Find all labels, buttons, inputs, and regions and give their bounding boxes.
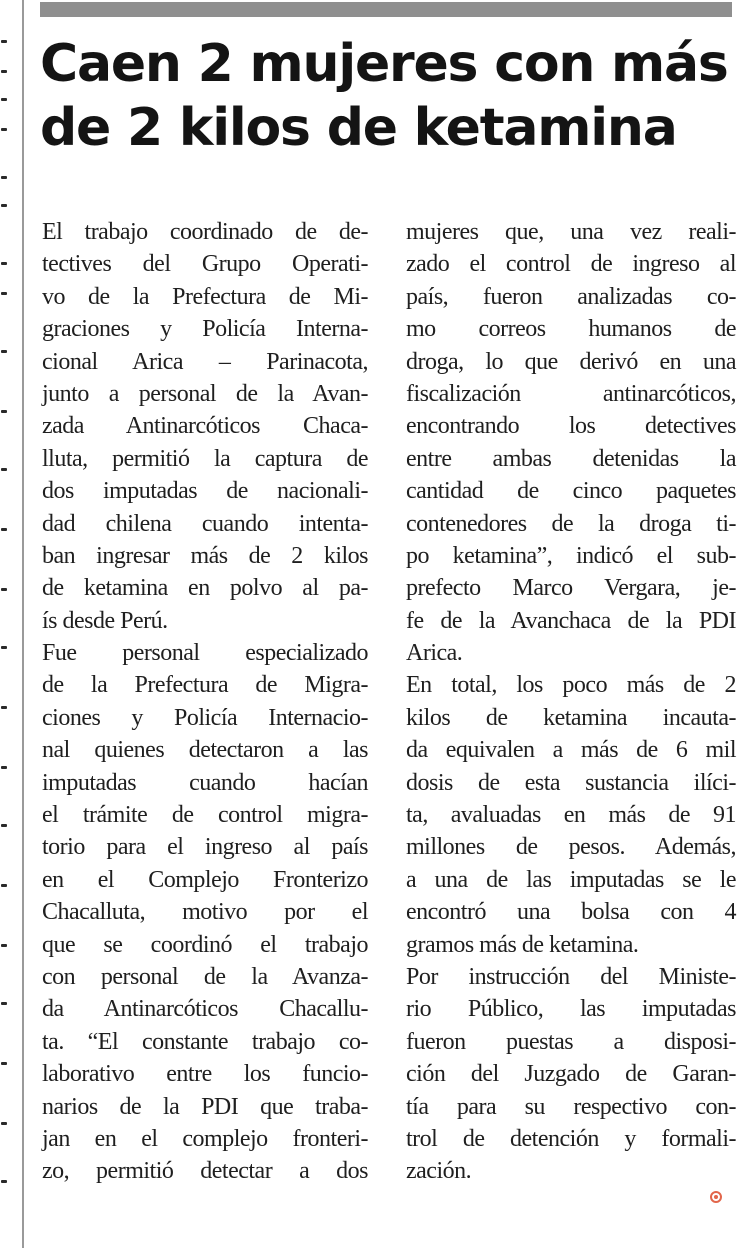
body-text-line: que se coordinó el trabajo [42,931,368,958]
text-fragment [1,1062,7,1065]
text-fragment [1,98,7,101]
body-text-line: kilos de ketamina incauta- [406,704,736,731]
body-text-line: da equivalen a más de 6 mil [406,737,736,764]
text-fragment [1,262,7,265]
body-text-line: a una de las imputadas se le [406,866,736,893]
body-text-line: país, fueron analizadas co- [406,283,736,310]
body-text-line: ción del Juzgado de Garan- [406,1061,736,1088]
body-text-line: zado el control de ingreso al [406,251,736,278]
body-text-line: fueron puestas a disposi- [406,1028,736,1055]
body-text-line: El trabajo coordinado de de- [42,219,368,245]
body-text-line: en el Complejo Fronterizo [42,866,368,893]
body-text-line: Fue personal especializado [42,640,368,667]
body-text-line: cantidad de cinco paquetes [406,478,736,505]
column-rule [22,0,24,1248]
body-text-line: cional Arica – Parinacota, [42,348,368,375]
text-fragment [1,410,7,413]
body-text-line: Arica. [406,640,463,667]
body-text-line: de la Prefectura de Migra- [42,672,368,699]
body-text-line: ta. “El constante trabajo co- [42,1028,368,1055]
text-fragment [1,1180,7,1183]
body-text-line: ta, avaluadas en más de 91 [406,802,736,829]
body-text-line: de ketamina en polvo al pa- [42,575,368,602]
body-text-line: narios de la PDI que traba- [42,1093,368,1120]
article-column-left [42,216,368,1188]
body-text-line: mujeres que, una vez reali- [406,219,736,245]
article-headline [40,32,740,160]
body-text-line: dad chilena cuando intenta- [42,510,368,537]
body-text-line: droga, lo que derivó en una [406,348,736,375]
headline-line: de 2 kilos de ketamina [40,98,677,158]
body-text-line: dosis de esta sustancia ilíci- [406,769,736,796]
text-fragment [1,824,7,827]
text-fragment [1,70,7,73]
text-fragment [1,204,7,207]
body-text-line: junto a personal de la Avan- [42,380,368,407]
text-fragment [1,350,7,353]
text-fragment [1,40,7,43]
body-text-line: mo correos humanos de [406,316,736,343]
body-text-line: millones de pesos. Además, [406,834,736,861]
body-text-line: fe de la Avanchaca de la PDI [406,607,736,634]
text-fragment [1,128,7,131]
body-text-line: laborativo entre los funcio- [42,1061,368,1088]
body-text-line: ban ingresar más de 2 kilos [42,542,368,569]
body-text-line: tectives del Grupo Operati- [42,251,368,278]
body-text-line: tía para su respectivo con- [406,1093,736,1120]
text-fragment [1,588,7,591]
body-text-line: graciones y Policía Interna- [42,316,368,343]
body-text-line: zación. [406,1158,472,1185]
body-text-line: el trámite de control migra- [42,802,368,829]
headline-line: Caen 2 mujeres con más [40,34,728,94]
text-fragment [1,528,7,531]
body-text-line: ciones y Policía Internacio- [42,704,368,731]
body-text-line: po ketamina”, indicó el sub- [406,542,736,569]
body-text-line: prefecto Marco Vergara, je- [406,575,736,602]
text-fragment [1,766,7,769]
header-rule-bar [40,2,732,17]
text-fragment [1,884,7,887]
text-fragment [1,706,7,709]
text-fragment [1,944,7,947]
text-fragment [1,468,7,471]
text-fragment [1,646,7,649]
text-fragment [1,176,7,179]
body-text-line: imputadas cuando hacían [42,769,368,796]
adjacent-page-edge [0,0,26,1248]
text-fragment [1,292,7,295]
body-text-line: encontrando los detectives [406,413,736,440]
body-text-line: trol de detención y formali- [406,1125,736,1152]
body-text-line: Por instrucción del Ministe- [406,963,736,990]
end-of-article-icon [710,1191,722,1203]
body-text-line: dos imputadas de nacionali- [42,478,368,505]
text-fragment [1,1122,7,1125]
body-text-line: Chacalluta, motivo por el [42,899,368,926]
body-text-line: vo de la Prefectura de Mi- [42,283,368,310]
text-fragment [1,1002,7,1005]
body-text-line: jan en el complejo fronteri- [42,1125,368,1152]
body-text-line: gramos más de ketamina. [406,931,639,958]
body-text-line: entre ambas detenidas la [406,445,736,472]
body-text-line: zo, permitió detectar a dos [42,1158,368,1185]
body-text-line: lluta, permitió la captura de [42,445,368,472]
body-text-line: torio para el ingreso al país [42,834,368,861]
body-text-line: zada Antinarcóticos Chaca- [42,413,368,440]
body-text-line: nal quienes detectaron a las [42,737,368,764]
body-text-line: contenedores de la droga ti- [406,510,736,537]
body-text-line: da Antinarcóticos Chacallu- [42,996,368,1023]
article-column-right [406,216,736,1188]
body-text-line: con personal de la Avanza- [42,963,368,990]
body-text-line: En total, los poco más de 2 [406,672,736,699]
body-text-line: encontró una bolsa con 4 [406,899,736,926]
body-text-line: rio Público, las imputadas [406,996,736,1023]
body-text-line: ís desde Perú. [42,607,168,634]
body-text-line: fiscalización antinarcóticos, [406,380,736,407]
